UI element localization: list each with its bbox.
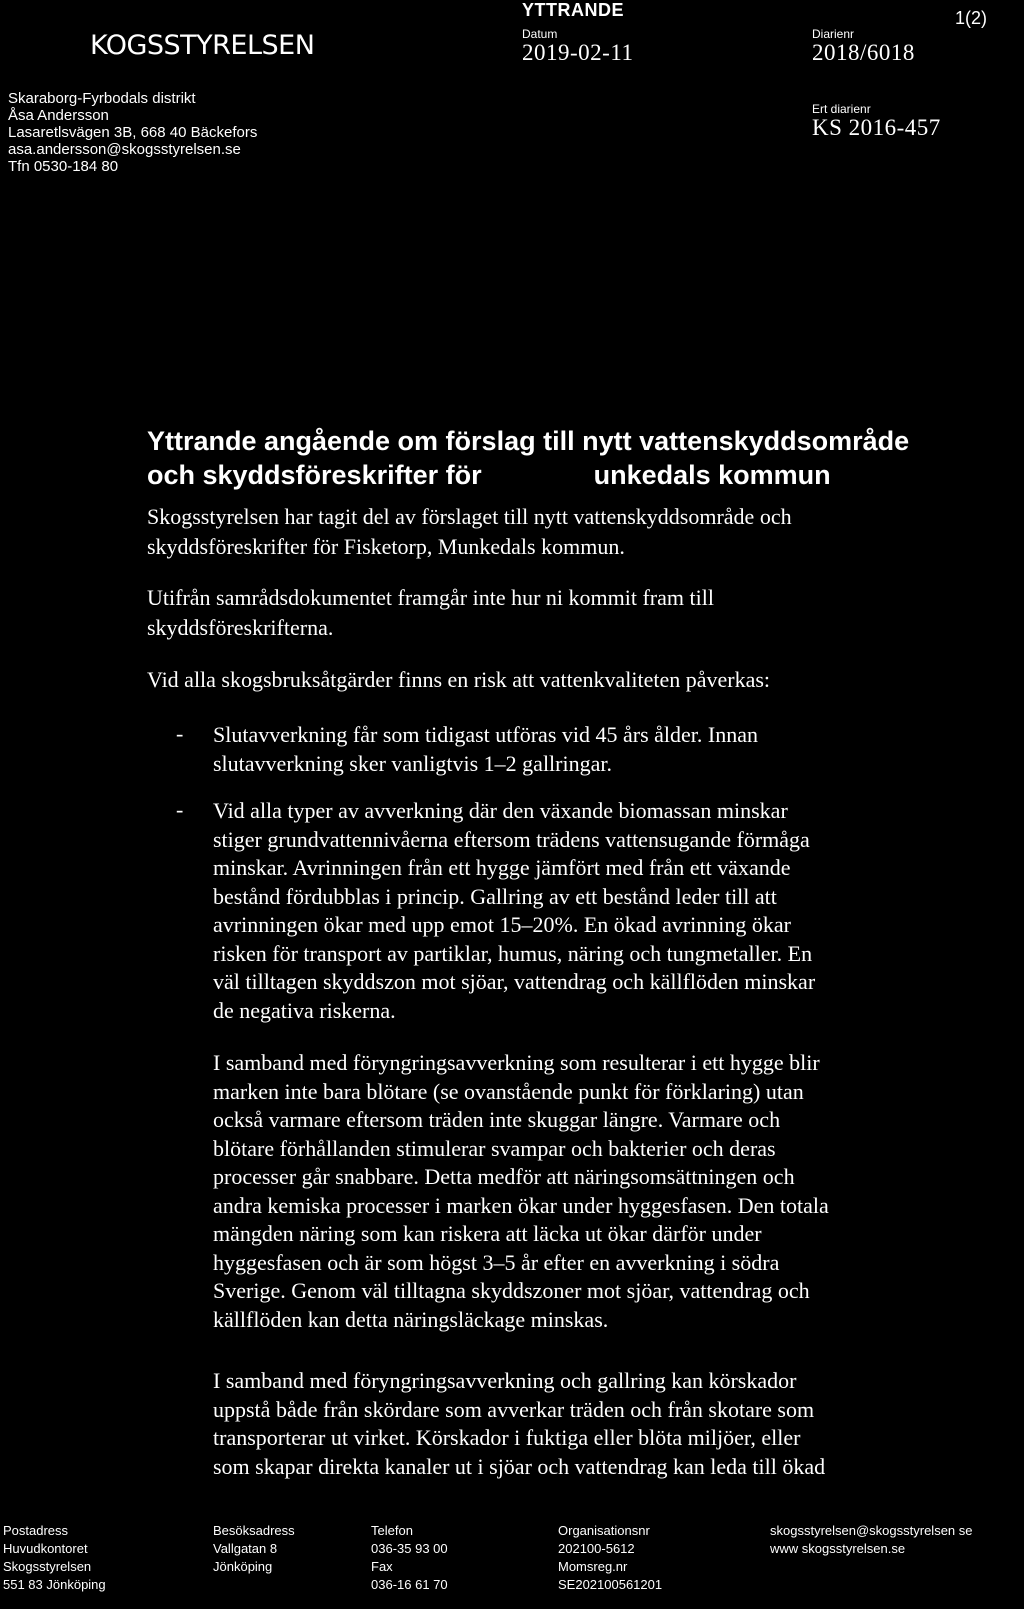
footer-line: Jönköping <box>213 1559 273 1574</box>
ert-diarienr-value: KS 2016-457 <box>812 115 941 140</box>
date-label: Datum <box>522 27 558 41</box>
title-line-2-start: och skyddsföreskrifter för <box>147 460 482 490</box>
footer-line: 202100-5612 <box>558 1541 635 1556</box>
footer-line: 036-16 61 70 <box>371 1577 448 1592</box>
footer-line: Huvudkontoret <box>3 1541 88 1556</box>
paragraph-line: mängden näring som kan riskera att läcka ut ökar därför under <box>213 1221 762 1246</box>
sender-name: Åsa Andersson <box>8 107 109 124</box>
paragraph-nutrient-leakage <box>213 1049 903 1334</box>
footer-postal-address <box>3 1522 106 1594</box>
bullet-line: Slutavverkning får som tidigast utföras vid 45 års ålder. Innan <box>213 722 758 747</box>
paragraph-line: också varmare eftersom träden inte skuggar längre. Varmare och <box>213 1107 781 1132</box>
paragraph-line: uppstå både från skördare som avverkar träden och från skotare som <box>213 1396 815 1422</box>
footer-phone-fax <box>371 1522 448 1594</box>
bullet-dash: - <box>176 797 184 822</box>
paragraph-line: processer går snabbare. Detta medför att näringsomsättningen och <box>213 1164 795 1189</box>
paragraph-line: Utifrån samrådsdokumentet framgår inte hur ni kommit fram till <box>147 585 714 610</box>
page-number: 1(2) <box>955 8 988 28</box>
footer-email: skogsstyrelsen@skogsstyrelsen se <box>770 1523 973 1538</box>
paragraph-line: andra kemiska processer i marken ökar under hyggesfasen. Den totala <box>213 1192 829 1218</box>
paragraph-risk-intro <box>147 665 907 695</box>
bullet-line: Vid alla typer av avverkning där den växande biomassan minskar <box>213 798 788 823</box>
bullet-line: bestånd fördubblas i princip. Gallring av ett bestånd leder till att <box>213 883 777 909</box>
footer-line: Postadress <box>3 1523 69 1538</box>
footer-contact-web <box>770 1522 973 1558</box>
paragraph-line: marken inte bara blötare (se ovanstående punkt för förklaring) utan <box>213 1078 804 1104</box>
bullet-item-runoff <box>213 797 903 1025</box>
footer-line: 551 83 Jönköping <box>3 1577 106 1592</box>
title-line-2-end: unkedals kommun <box>593 460 831 490</box>
bullet-line: stiger grundvattennivåerna eftersom trädens vattensugande förmåga <box>213 826 810 852</box>
sender-email: asa.andersson@skogsstyrelsen.se <box>8 141 241 158</box>
paragraph-line: Skogsstyrelsen har tagit del av förslaget till nytt vattenskyddsområde och <box>147 504 792 529</box>
footer-line: Skogsstyrelsen <box>3 1559 92 1574</box>
footer-visiting-address <box>213 1522 295 1576</box>
bullet-line: slutavverkning sker vanligtvis 1–2 gallringar. <box>213 750 612 776</box>
bullet-line: väl tilltagen skyddszon mot sjöar, vattendrag och källflöden minskar <box>213 969 816 994</box>
paragraph-line: transporterar ut virket. Körskador i fuktiga eller blöta miljöer, eller <box>213 1425 801 1450</box>
bullet-item-final-felling <box>213 721 903 778</box>
bullet-dash: - <box>176 721 184 746</box>
bullet-line: de negativa riskerna. <box>213 997 396 1023</box>
bullet-line: minskar. Avrinningen från ett hygge jämfört med från ett växande <box>213 855 791 880</box>
title-line-1: Yttrande angående om förslag till nytt vattenskyddsområde <box>147 426 910 456</box>
paragraph-line: hyggesfasen och är som högst 3–5 år efter en avverkning i södra <box>213 1249 780 1275</box>
footer-line: Vallgatan 8 <box>213 1541 278 1556</box>
paragraph-line: I samband med föryngringsavverkning som resulterar i ett hygge blir <box>213 1050 820 1075</box>
organization-logo-text: KOGSSTYRELSEN <box>90 30 315 61</box>
diarienr-label: Diarienr <box>812 27 855 41</box>
paragraph-line: Vid alla skogsbruksåtgärder finns en risk att vattenkvaliteten påverkas: <box>147 667 771 692</box>
title-line-2 <box>147 458 947 492</box>
paragraph-line: skyddsföreskrifterna. <box>147 615 334 640</box>
paragraph-line: skyddsföreskrifter för Fisketorp, Munkedals kommun. <box>147 534 625 559</box>
paragraph-consultation <box>147 583 907 643</box>
footer-line: Momsreg.nr <box>558 1559 628 1574</box>
paragraph-driving-damage <box>213 1367 903 1481</box>
footer-line: 036-35 93 00 <box>371 1541 448 1556</box>
sender-district: Skaraborg-Fyrbodals distrikt <box>8 90 196 107</box>
paragraph-line: Sverige. Genom väl tilltagna skyddszoner mot sjöar, vattendrag och <box>213 1278 810 1303</box>
paragraph-intro <box>147 502 907 562</box>
document-type: YTTRANDE <box>522 0 624 20</box>
paragraph-line: som skapar direkta kanaler ut i sjöar och vattendrag kan leda till ökad <box>213 1453 826 1479</box>
bullet-line: risken för transport av partiklar, humus, näring och tungmetaller. En <box>213 940 813 966</box>
bullet-line: avrinningen ökar med upp emot 15–20%. En ökad avrinning ökar <box>213 912 791 937</box>
sender-address: Lasaretlsvägen 3B, 668 40 Bäckefors <box>8 124 258 141</box>
footer-line: Fax <box>371 1559 393 1574</box>
ert-diarienr-label: Ert diarienr <box>812 102 871 116</box>
diarienr-value: 2018/6018 <box>812 40 915 65</box>
footer-line: SE202100561201 <box>558 1577 663 1592</box>
footer-line: Besöksadress <box>213 1523 295 1538</box>
document-title <box>147 424 947 492</box>
sender-phone: Tfn 0530-184 80 <box>8 158 119 175</box>
paragraph-line: källflöden kan detta näringsläckage minskas. <box>213 1306 609 1332</box>
footer-line: Telefon <box>371 1523 413 1538</box>
paragraph-line: blötare förhållanden stimulerar svampar och bakterier och deras <box>213 1135 776 1161</box>
sender-block <box>8 90 257 175</box>
footer-website: www skogsstyrelsen.se <box>770 1541 906 1556</box>
footer-line: Organisationsnr <box>558 1523 650 1538</box>
date-value: 2019-02-11 <box>522 40 634 65</box>
paragraph-line: I samband med föryngringsavverkning och gallring kan körskador <box>213 1368 797 1393</box>
footer-organization-numbers <box>558 1522 662 1594</box>
